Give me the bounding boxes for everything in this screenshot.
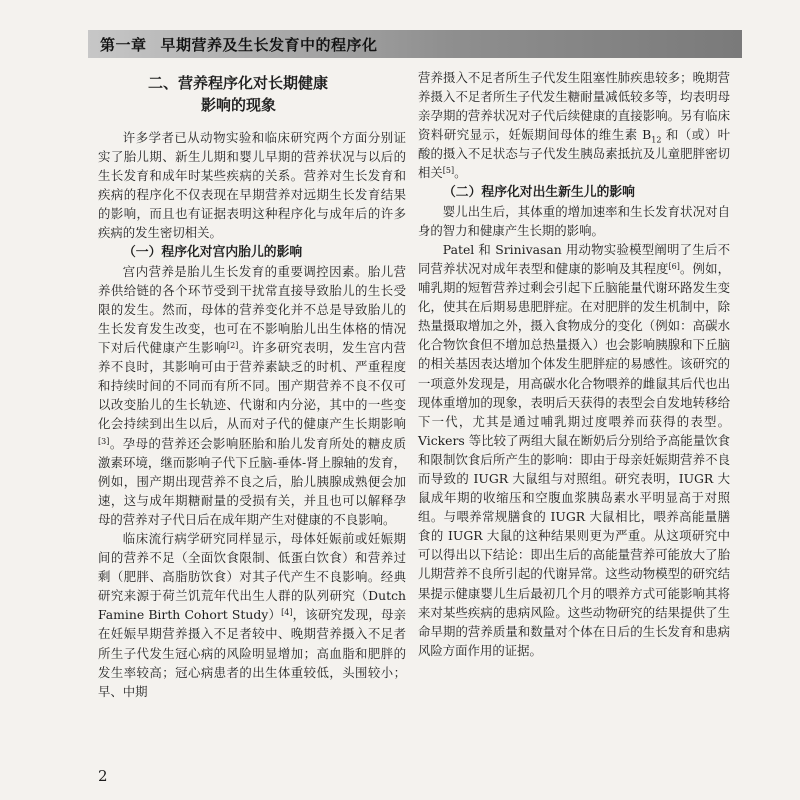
sub1-p2-text-b-right: 营养摄入不足者所生子代发生阻塞性肺疾患较多；晚期营养摄入不足者所生子代发生糖耐量减低较多等，均表明母亲孕期的营养状况对子代后续健康的直接影响。另有临床资料研究显示，妊娠期间母体的维生素 B xyxy=(418,70,730,143)
section-title-line1: 二、营养程序化对长期健康 xyxy=(148,74,329,92)
citation-3: [3] xyxy=(98,436,110,446)
sub1-p2-text-a: 临床流行病学研究同样显示，母体妊娠前或妊娠期间的营养不足（全面饮食限制、低蛋白饮食）和营养过剩（肥胖、高脂肪饮食）对其子代产生不良影响。经典研究来源于荷兰饥荒年代出生人群的队列研究（Dutch Famine Birth Cohort Study） xyxy=(98,530,406,623)
page-number: 2 xyxy=(98,767,108,785)
subsection-2-title: （二）程序化对出生新生儿的影响 xyxy=(443,184,635,200)
running-header-text xyxy=(100,34,378,55)
citation-4: [4] xyxy=(281,608,293,618)
sub1-paragraph-1 xyxy=(98,262,406,529)
sub1-paragraph-2 xyxy=(98,529,406,701)
sub1-p2-text-b-left: ，该研究发现，母亲在妊娠早期营养摄入不足者较中、晚期营养摄入不足者所生子代发生冠心病的风险明显增加；高血脂和肥胖的发生率较高；冠心病患者的出生体重较低，头围较小；早、中期 xyxy=(98,607,406,699)
chapter-title: 早期营养及生长发育中的程序化 xyxy=(160,36,378,54)
citation-5: [5] xyxy=(442,166,455,176)
sub2-paragraph-1: 婴儿出生后，其体重的增加速率和生长发育状况对自身的智力和健康产生长期的影响。 xyxy=(418,203,730,238)
sub1-p1-text-c: 。孕母的营养还会影响胚胎和胎儿发育所处的糖皮质激素环境，继而影响子代下丘脑-垂体-肾上腺轴的发育，例如，围产期出现营养不良之后，胎儿胰腺成熟便会加速，这与成年期糖耐量的受损有关，并且也可以解释孕母的营养对子代日后在成年期产生对健康的不良影响。 xyxy=(98,435,406,527)
right-column xyxy=(418,68,730,660)
vitamin-b12-subscript: 12 xyxy=(651,135,662,145)
sub1-p2-text-c: 和（或）叶酸的摄入不足状态与子代发生胰岛素抵抗及儿童肥胖密切相关 xyxy=(418,127,730,181)
sub2-paragraph-2 xyxy=(418,240,730,660)
sub1-p2-text-d: 。 xyxy=(454,165,467,181)
sub1-paragraph-2-continued xyxy=(418,68,730,183)
section-title-line2: 影响的现象 xyxy=(201,96,277,114)
left-column xyxy=(98,68,406,701)
citation-6: [6] xyxy=(668,261,680,271)
subsection-1-title: （一）程序化对宫内胎儿的影响 xyxy=(123,244,303,260)
running-header xyxy=(88,30,742,58)
sub1-p1-text-b: 。许多研究表明，发生宫内营养不良时，其影响可由于营养素缺乏的时机、严重程度和持续时间的不同而有所不同。围产期营养不良不仅可以改变胎儿的生长轨迹、代谢和内分泌，其中的一些变化会持续到出生以后，从而对子代的健康产生长期影响 xyxy=(98,340,407,432)
chapter-label: 第一章 xyxy=(100,36,147,54)
sub2-p2-text-a: Patel 和 Srinivasan 用动物实验模型阐明了生后不同营养状况对成年表型和健康的影响及其程度 xyxy=(418,241,730,276)
section-intro-paragraph: 许多学者已从动物实验和临床研究两个方面分别证实了胎儿期、新生儿期和婴儿早期的营养状况与以后的生长发育和成年时某些疾病的关系。营养对生长发育和疾病的程序化不仅表现在早期营养对远期生长发育结果的影响，而且也有证据表明这种程序化与成年后的许多疾病的发生密切相关。 xyxy=(98,130,406,241)
sub2-p2-text-b: 。例如，哺乳期的短暂营养过剩会引起下丘脑能量代谢环路发生变化，使其在后期易患肥胖症。在对肥胖的发生机制中，除热量摄取增加之外，摄入食物成分的变化（例如：高碳水化合物饮食但不增加总热量摄入）也会影响胰腺和下丘脑的相关基因表达增加个体发生肥胖症的易感性。该研究的一项意外发现是，用高碳水化合物喂养的雌鼠其后代也出现体重增加的现象，表明后天获得的表型会自发地转移给下一代，尤其是通过哺乳期过度喂养而获得的表型。Vickers 等比较了两组大鼠在断奶后分别给予高能量饮食和限制饮食后所产生的影响：即由于母亲妊娠期营养不良而导致的 IUGR 大鼠组与对照组。研究表明，IUGR 大鼠成年期的收缩压和空腹血浆胰岛素水平明显高于对照组。与喂养常规膳食的 IUGR 大鼠相比，喂养高能量膳食的 IUGR 大鼠的这种结果则更为严重。从这项研究中可以得出以下结论：即出生后的高能量营养可能放大了胎儿期营养不良所引起的代谢异常。这些动物模型的研究结果提示健康婴儿生后最初几个月的喂养方式可能影响其将来对某些疾病的患病风险。这些动物研究的结果提供了生命早期的营养质量和数量对个体在日后的生长发育和患病风险方面作用的证据。 xyxy=(418,260,730,658)
sub1-p1-text-a: 宫内营养是胎儿生长发育的重要调控因素。胎儿营养供给链的各个环节受到干扰常直接导致胎儿的生长受限的发生。然而，母体的营养变化并不总是导致胎儿的生长发育发生改变，也可在不影响胎儿出生体格的情况下对后代健康产生影响 xyxy=(98,263,406,356)
citation-2: [2] xyxy=(226,341,239,351)
